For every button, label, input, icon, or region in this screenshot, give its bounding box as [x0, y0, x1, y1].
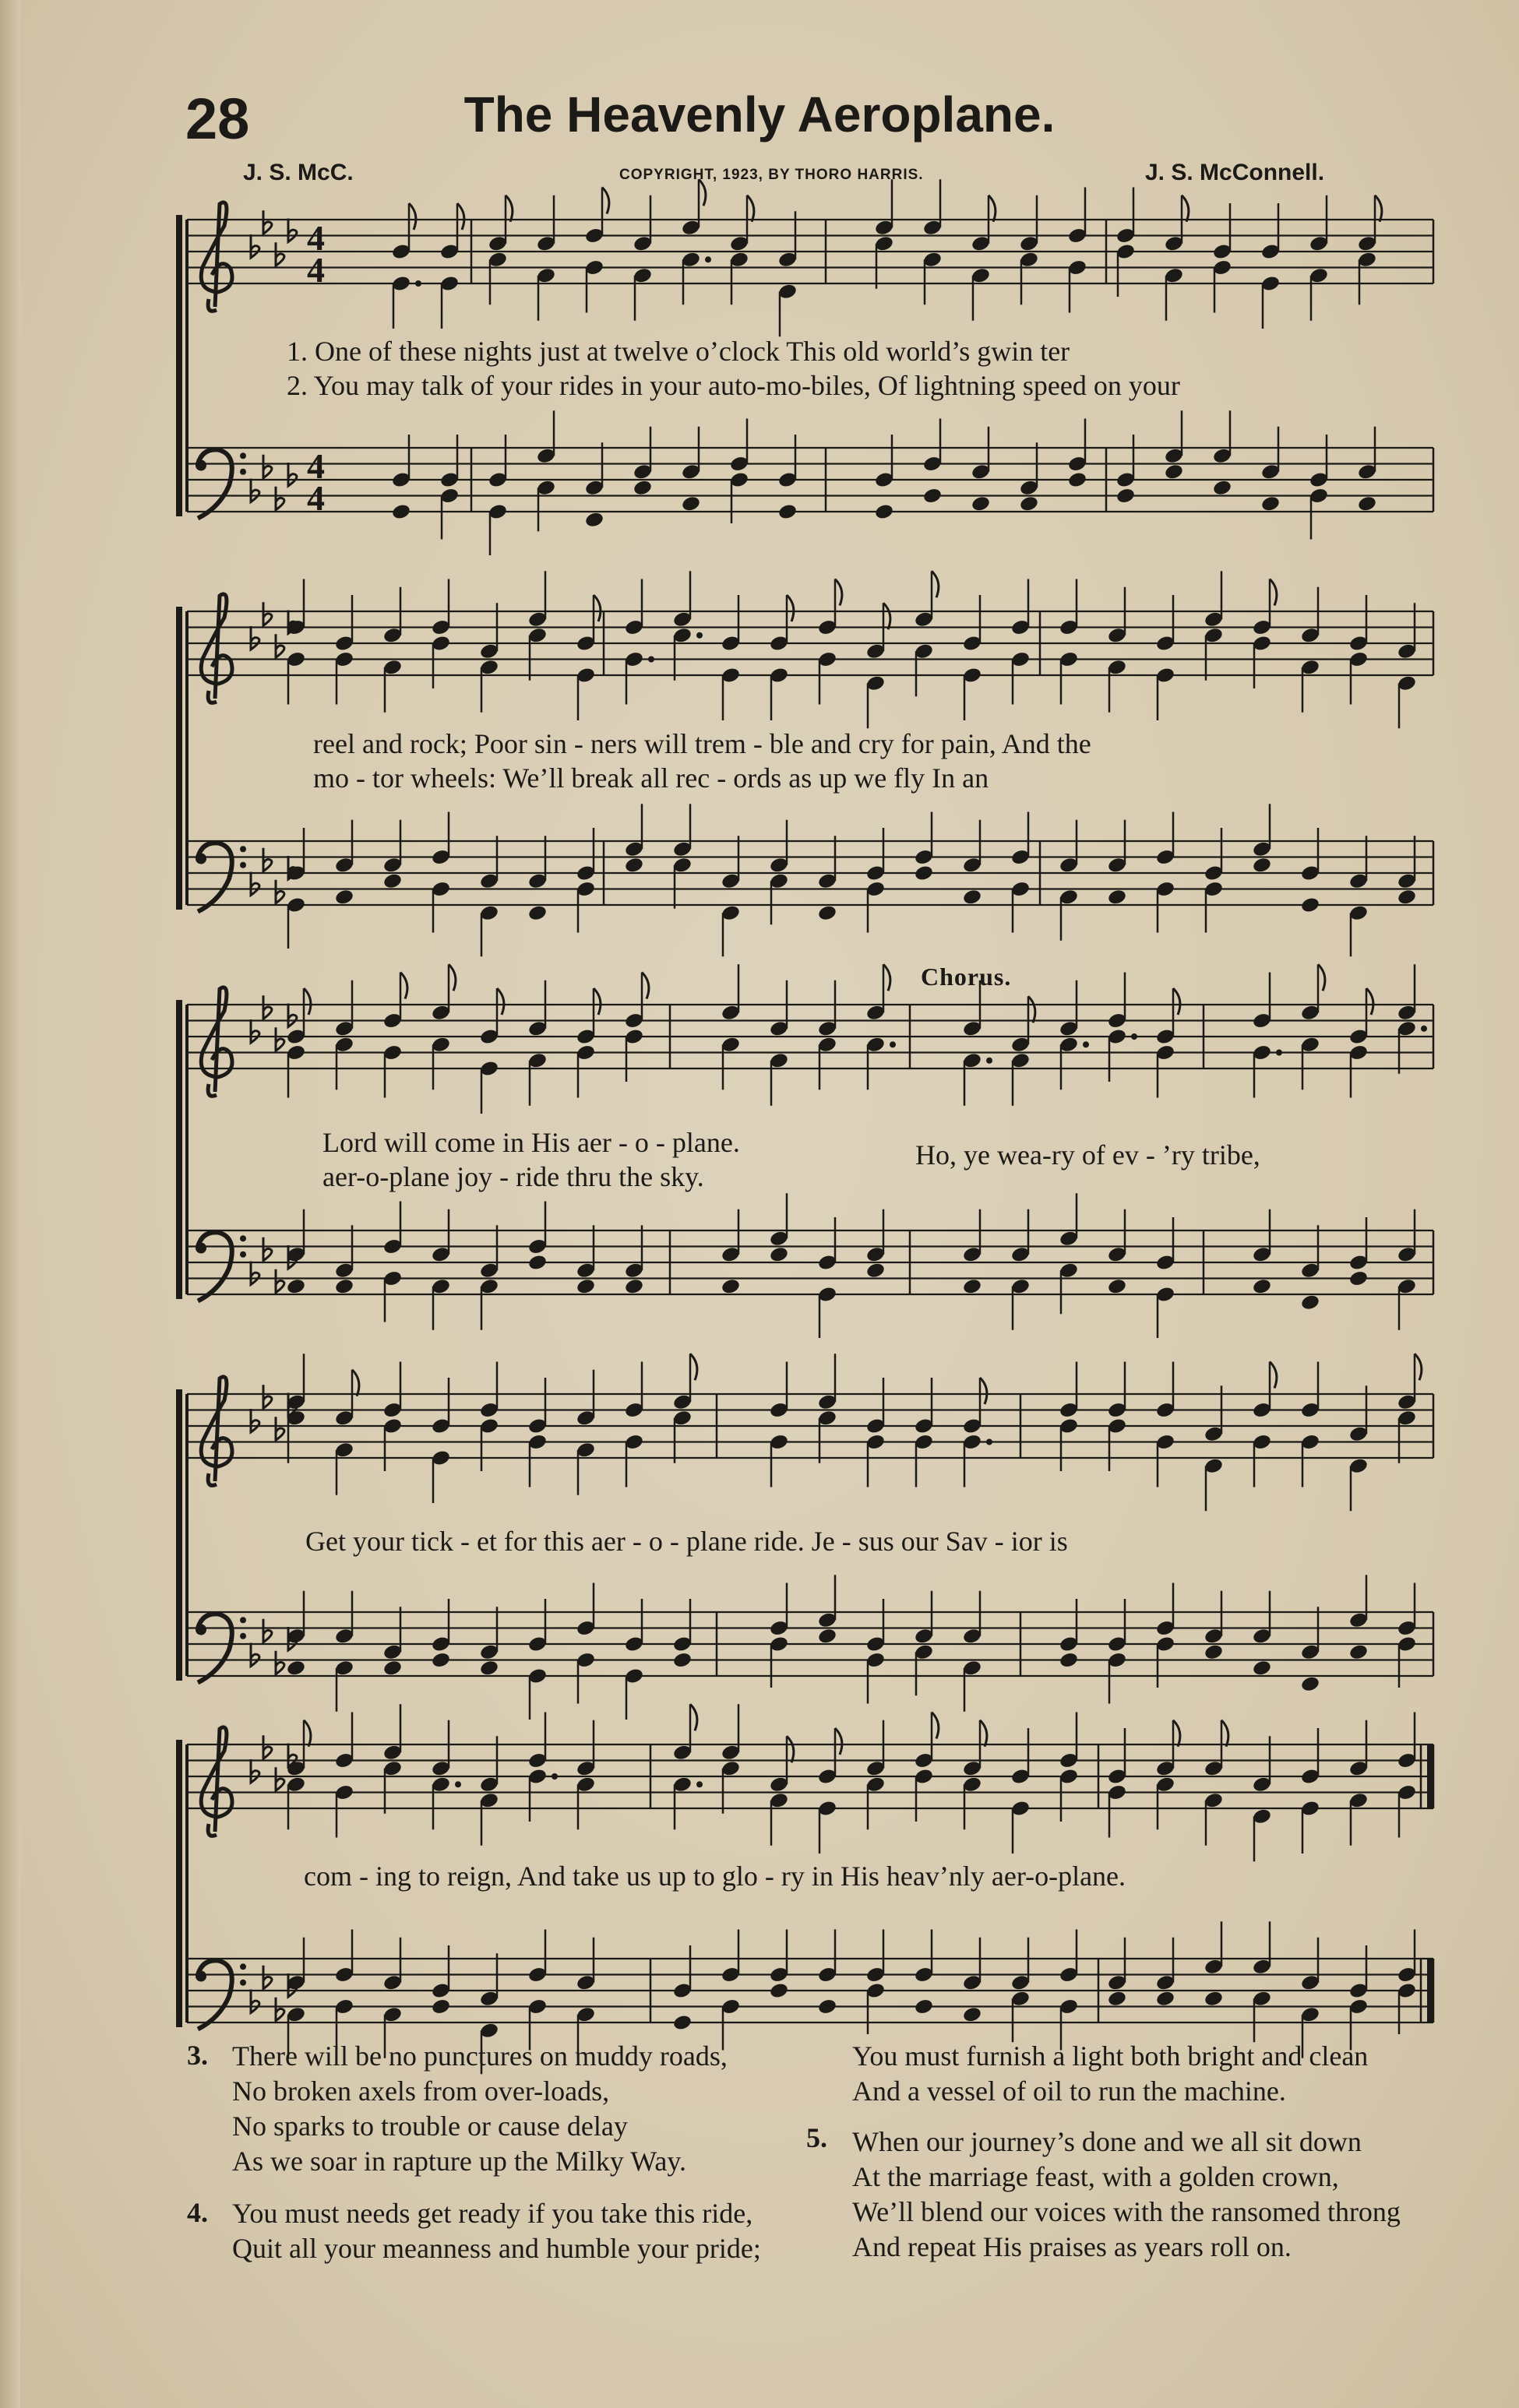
note-head	[962, 888, 982, 906]
note-head	[817, 1627, 837, 1645]
system-brace	[176, 1740, 182, 2027]
note-head	[624, 1277, 644, 1295]
system-brace	[176, 1389, 182, 1681]
flat-icon	[251, 872, 259, 896]
note-head	[769, 1982, 789, 2000]
system-brace	[176, 1000, 182, 1299]
note-flag	[1375, 195, 1382, 222]
note-head	[286, 1659, 306, 1677]
note-flag	[457, 203, 464, 230]
note-flag	[304, 1720, 311, 1747]
note-head	[1357, 495, 1377, 512]
flat-icon	[251, 1759, 259, 1783]
verse-3-line-3: No sparks to trouble or cause delay	[232, 2111, 628, 2142]
flat-icon	[251, 1262, 259, 1285]
note-head	[584, 511, 604, 529]
verse-5-line-4: And repeat His praises as years roll on.	[852, 2231, 1292, 2262]
lyric-line-s1-v2: 2. You may talk of your rides in your auto-mo-biles, Of lightning speed on your	[287, 370, 1180, 401]
note-dot	[890, 1041, 896, 1047]
note-flag	[835, 1728, 842, 1755]
note-head	[286, 1277, 306, 1295]
bass-clef-icon	[198, 1232, 232, 1301]
note-head	[1397, 888, 1417, 906]
bass-clef-dot	[240, 846, 246, 852]
note-head	[1300, 1675, 1320, 1693]
note-head	[681, 495, 701, 512]
treble-clef-icon	[201, 1377, 232, 1485]
note-head	[922, 487, 943, 505]
note-dot	[705, 256, 711, 262]
note-head	[874, 503, 894, 521]
final-barline	[1427, 1959, 1433, 2023]
time-signature-top: 4	[307, 218, 325, 258]
note-flag	[690, 1704, 697, 1730]
note-head	[391, 503, 411, 521]
note-head	[914, 864, 934, 882]
treble-clef-icon	[201, 202, 232, 311]
verse-4-first-half	[232, 2196, 761, 2266]
bass-clef-dot	[196, 1971, 206, 1982]
note-head	[527, 1254, 548, 1272]
note-flag	[883, 964, 890, 991]
note-head	[1260, 495, 1281, 512]
note-flag	[594, 988, 601, 1015]
time-signature-bottom: 4	[307, 478, 325, 518]
treble-clef-icon	[201, 987, 232, 1096]
note-head	[1019, 495, 1039, 512]
bass-clef-dot	[240, 1980, 246, 1986]
copyright-notice: COPYRIGHT, 1923, BY THORO HARRIS.	[619, 167, 924, 183]
note-head	[624, 856, 644, 874]
note-flag	[1366, 988, 1373, 1015]
bass-clef-icon	[198, 843, 232, 911]
final-barline	[1427, 1744, 1433, 1808]
note-head	[971, 495, 991, 512]
note-head	[962, 1277, 982, 1295]
flat-icon	[276, 1269, 284, 1293]
note-head	[1067, 471, 1087, 489]
note-head	[1115, 487, 1136, 505]
flat-icon	[251, 234, 259, 258]
bass-clef-icon	[198, 1614, 232, 1682]
flat-icon	[276, 1417, 284, 1440]
verse-number-3: 3.	[187, 2040, 208, 2071]
lyric-line-s2-v2: mo - tor wheels: We’ll break all rec - ords as up we fly In an	[313, 762, 989, 794]
verse-3-line-1: There will be no punctures on muddy roads,	[232, 2040, 728, 2072]
chorus-label: Chorus.	[921, 963, 1012, 991]
treble-clef-icon	[201, 1727, 232, 1836]
note-flag	[980, 1378, 987, 1404]
note-dot	[986, 1058, 992, 1064]
note-head	[817, 1998, 837, 2015]
note-head	[633, 479, 653, 497]
note-head	[431, 1651, 451, 1669]
note-flag	[1221, 1720, 1228, 1747]
note-head	[962, 2005, 982, 2023]
flat-icon	[263, 602, 272, 625]
flat-icon	[276, 1998, 284, 2021]
time-signature-bottom: 4	[307, 250, 325, 290]
note-head	[527, 904, 548, 922]
note-head	[479, 1659, 499, 1677]
flat-icon	[251, 1409, 259, 1432]
note-flag	[1173, 1720, 1180, 1747]
bass-clef-icon	[198, 449, 232, 518]
note-head	[334, 1277, 354, 1295]
note-head	[672, 1651, 693, 1669]
bass-clef-dot	[240, 1235, 246, 1241]
flat-icon	[263, 1966, 272, 1989]
bass-clef-dot	[240, 1963, 246, 1970]
note-head	[1155, 1990, 1175, 2008]
note-flag	[1318, 964, 1325, 991]
flat-icon	[263, 1735, 272, 1758]
verse-5	[852, 2125, 1401, 2265]
note-head	[1348, 1643, 1369, 1661]
note-dot	[696, 1781, 703, 1787]
verse-5-line-2: At the marriage feast, with a golden crown,	[852, 2161, 1339, 2192]
note-flag	[787, 595, 794, 621]
note-flag	[642, 973, 649, 999]
note-flag	[497, 988, 504, 1015]
note-flag	[883, 603, 890, 629]
note-flag	[1182, 195, 1189, 222]
note-flag	[409, 203, 416, 230]
flat-icon	[251, 1990, 259, 2013]
flat-icon	[276, 1027, 284, 1051]
note-head	[334, 888, 354, 906]
note-flag	[594, 595, 601, 621]
note-flag	[747, 195, 754, 222]
note-head	[382, 1659, 403, 1677]
bass-clef-icon	[198, 1960, 232, 2029]
note-flag	[980, 1720, 987, 1747]
note-dot	[1083, 1041, 1089, 1047]
flat-icon	[251, 479, 259, 502]
note-head	[1107, 1990, 1127, 2008]
bass-clef-dot	[240, 1252, 246, 1258]
verse-4-line-1: You must needs get ready if you take this ride,	[232, 2198, 753, 2229]
note-flag	[1173, 988, 1180, 1015]
note-flag	[690, 1354, 697, 1380]
note-head	[914, 1998, 934, 2015]
bass-clef-dot	[196, 854, 206, 864]
flat-icon	[288, 219, 297, 242]
note-dot	[1276, 1050, 1282, 1056]
flat-icon	[276, 487, 284, 510]
note-flag	[449, 964, 456, 991]
note-head	[777, 503, 798, 521]
note-flag	[1415, 1354, 1422, 1380]
verse-3	[232, 2039, 728, 2179]
note-head	[1252, 1659, 1272, 1677]
verse-4-line-2: Quit all your meanness and humble your pride;	[232, 2233, 761, 2264]
note-head	[1204, 1990, 1224, 2008]
verse-4-line-3: You must furnish a light both bright and clean	[852, 2040, 1369, 2072]
note-head	[1204, 1643, 1224, 1661]
note-head	[672, 2014, 693, 2032]
bass-clef-dot	[240, 469, 246, 475]
note-flag	[932, 571, 939, 597]
hymn-title: The Heavenly Aeroplane.	[463, 86, 1056, 143]
note-head	[1300, 896, 1320, 914]
bass-clef-dot	[240, 1617, 246, 1623]
flat-icon	[251, 1019, 259, 1043]
flat-icon	[276, 1767, 284, 1790]
note-flag	[699, 179, 706, 206]
flat-icon	[263, 1385, 272, 1408]
bass-clef-dot	[196, 460, 206, 471]
lyric-line-s1-v1: 1. One of these nights just at twelve o’clock This old world’s gwin ter	[287, 336, 1070, 367]
note-dot	[696, 632, 703, 639]
flat-icon	[251, 1643, 259, 1667]
bass-clef-dot	[240, 862, 246, 868]
note-head	[1107, 1277, 1127, 1295]
note-head	[1252, 856, 1272, 874]
words-credit: J. S. McC.	[243, 160, 354, 185]
note-flag	[835, 579, 842, 606]
verse-5-line-3: We’ll blend our voices with the ransomed throng	[852, 2196, 1401, 2227]
note-head	[769, 1245, 789, 1263]
note-flag	[1028, 996, 1035, 1023]
verse-number-4: 4.	[187, 2197, 208, 2228]
time-signature-top: 4	[307, 446, 325, 486]
lyric-line-s3-v2: aer-o-plane joy - ride thru the sky.	[322, 1161, 704, 1192]
lyric-line-s2-v1: reel and rock; Poor sin - ners will trem - ble and cry for pain, And the	[313, 728, 1091, 759]
lyric-line-s5: com - ing to reign, And take us up to glo - ry in His heav’nly aer-o-plane.	[304, 1861, 1126, 1892]
verse-3-line-4: As we soar in rapture up the Milky Way.	[232, 2146, 686, 2177]
system-brace	[176, 607, 182, 910]
verse-5-line-1: When our journey’s done and we all sit down	[852, 2126, 1362, 2157]
verse-4-line-4: And a vessel of oil to run the machine.	[852, 2075, 1286, 2107]
note-dot	[986, 1439, 992, 1445]
treble-clef-icon	[201, 594, 232, 702]
flat-icon	[263, 210, 272, 234]
note-head	[721, 1277, 741, 1295]
note-flag	[1270, 579, 1277, 606]
note-head	[1164, 463, 1184, 481]
note-dot	[415, 280, 421, 287]
flat-icon	[276, 880, 284, 903]
verse-4-second-half	[852, 2039, 1368, 2109]
note-head	[382, 872, 403, 890]
note-flag	[602, 188, 609, 214]
lyric-line-s4: Get your tick - et for this aer - o - plane ride. Je - sus our Sav - ior is	[305, 1526, 1068, 1557]
verse-3-line-2: No broken axels from over-loads,	[232, 2075, 610, 2107]
flat-icon	[263, 1237, 272, 1261]
lyric-line-s3-v1: Lord will come in His aer - o - plane.	[322, 1127, 740, 1158]
bass-clef-dot	[240, 452, 246, 459]
lyric-line-s3-chorus: Ho, ye wea-ry of ev - ’ry tribe,	[915, 1139, 1260, 1171]
note-dot	[455, 1781, 461, 1787]
note-head	[576, 1277, 596, 1295]
note-head	[1212, 479, 1232, 497]
note-head	[1252, 1277, 1272, 1295]
note-dot	[1421, 1026, 1427, 1032]
flat-icon	[263, 1619, 272, 1642]
note-head	[865, 1262, 886, 1280]
music-credit: J. S. McConnell.	[1145, 160, 1325, 185]
flat-icon	[263, 995, 272, 1019]
flat-icon	[276, 1651, 284, 1674]
note-dot	[1131, 1033, 1137, 1040]
verse-number-5: 5.	[806, 2122, 827, 2153]
flat-icon	[263, 848, 272, 871]
note-dot	[552, 1773, 558, 1780]
bass-clef-dot	[196, 1243, 206, 1254]
flat-icon	[276, 242, 284, 266]
note-flag	[932, 1713, 939, 1739]
note-head	[1059, 1651, 1079, 1669]
note-head	[1107, 888, 1127, 906]
note-head	[817, 904, 837, 922]
note-head	[1300, 1294, 1320, 1311]
hymn-number: 28	[185, 86, 250, 151]
note-flag	[352, 1370, 359, 1396]
note-head	[431, 1998, 451, 2015]
note-flag	[400, 973, 407, 999]
note-flag	[304, 988, 311, 1015]
note-flag	[1270, 1362, 1277, 1389]
flat-icon	[251, 626, 259, 650]
flat-icon	[288, 1004, 297, 1027]
system-brace	[176, 215, 182, 516]
note-dot	[648, 657, 654, 663]
note-flag	[989, 195, 996, 222]
flat-icon	[288, 463, 297, 486]
note-flag	[787, 1736, 794, 1762]
flat-icon	[263, 455, 272, 478]
flat-icon	[276, 634, 284, 657]
note-head	[1348, 1269, 1369, 1287]
bass-clef-dot	[196, 1625, 206, 1635]
bass-clef-dot	[240, 1633, 246, 1639]
note-flag	[506, 195, 513, 222]
